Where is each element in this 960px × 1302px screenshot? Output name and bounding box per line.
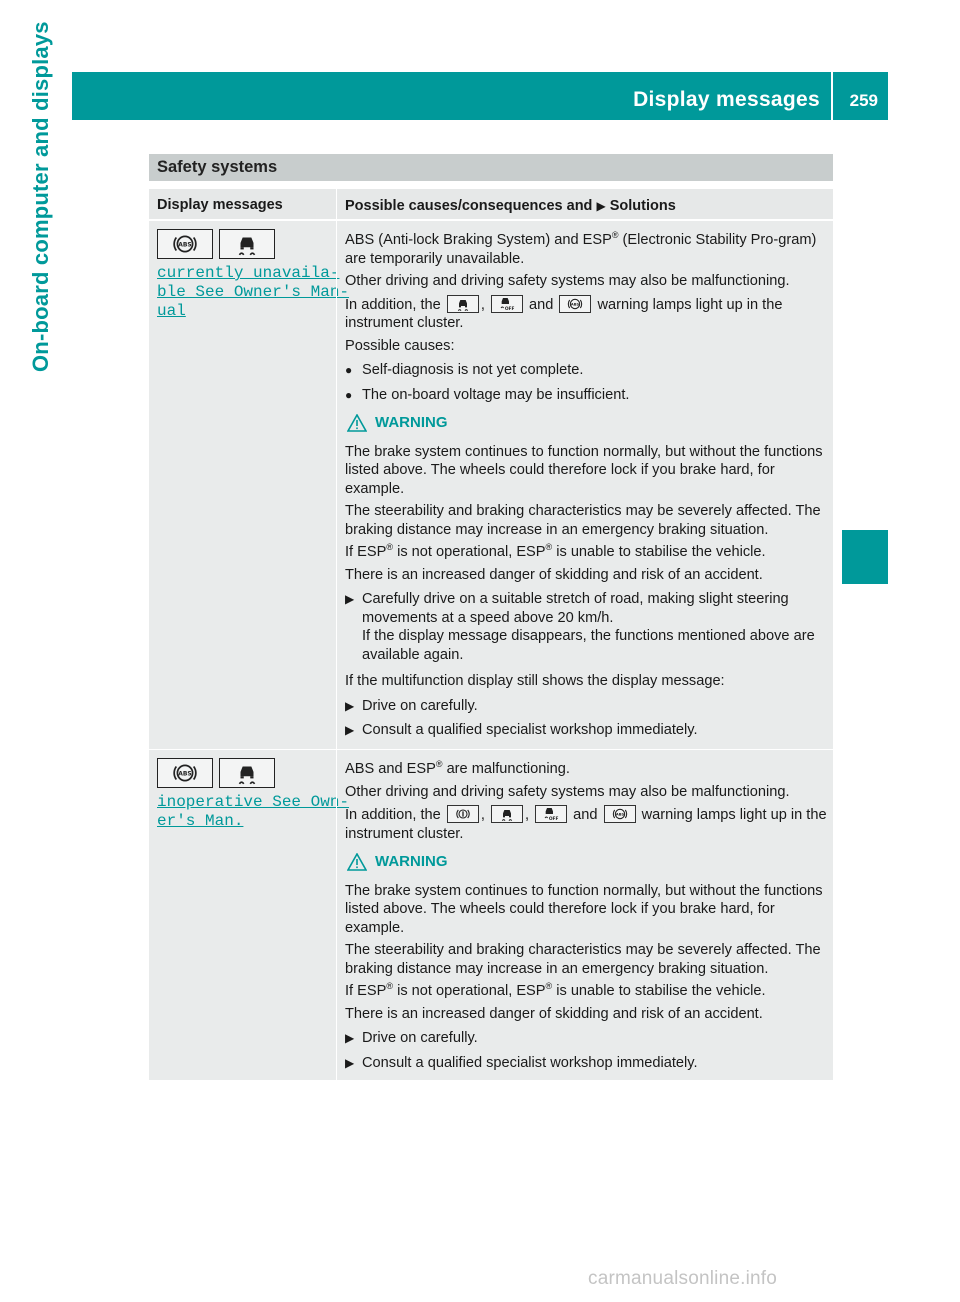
esp-off-icon: [535, 805, 567, 823]
registered-mark: ®: [545, 542, 553, 553]
table-row: [149, 220, 833, 749]
message-line: currently unavaila-: [157, 264, 340, 282]
esp-icon: [447, 295, 479, 313]
warning-triangle-icon: [347, 414, 367, 432]
text: warning lamps light up in the instrument cluster.: [345, 296, 783, 331]
text: If ESP: [345, 983, 387, 999]
comma: ,: [480, 807, 485, 823]
warning-label: WARNING: [375, 414, 448, 431]
comma: ,: [480, 296, 485, 313]
warning-triangle-icon: [347, 853, 367, 871]
text: and: [573, 807, 598, 823]
message-line: ble See Owner's Man-: [157, 283, 350, 301]
header-title: Display messages: [633, 88, 820, 111]
display-messages-table: [149, 189, 833, 1080]
paragraph: Other driving and driving safety systems may also be malfunctioning.: [345, 783, 790, 800]
text: and: [529, 296, 554, 313]
list-item: [345, 697, 827, 716]
comma: ,: [524, 807, 529, 823]
text: is unable to stabilise the vehicle.: [552, 983, 766, 999]
paragraph: [345, 760, 827, 779]
text: Self-diagnosis is not yet complete.: [362, 362, 584, 378]
text: ABS and ESP: [345, 761, 436, 777]
esp-icon: [491, 805, 523, 823]
text: is not operational, ESP: [393, 983, 546, 999]
registered-mark: ®: [386, 981, 394, 992]
abs-icon: [559, 295, 591, 313]
paragraph: The steerability and braking characteristics may be severely affected. The braking distance may increase in an emergency braking situation.: [345, 503, 821, 538]
text: is not operational, ESP: [393, 544, 546, 560]
paragraph: There is an increased danger of skidding and risk of an accident.: [345, 566, 763, 583]
section-title: Safety systems: [157, 158, 278, 176]
watermark: carmanualsonline.info: [588, 1268, 778, 1289]
esp-off-icon: [491, 295, 523, 313]
paragraph: There is an increased danger of skidding and risk of an accident.: [345, 1005, 763, 1022]
warning-heading: [347, 853, 827, 872]
text: If the display message disappears, the functions mentioned above are available again.: [362, 628, 815, 663]
registered-mark: ®: [545, 981, 553, 992]
paragraph: [345, 543, 827, 562]
causes-cell: [336, 221, 833, 749]
message-line: ual: [157, 302, 186, 320]
header-separator: [831, 72, 833, 120]
text: In addition, the: [345, 296, 441, 313]
message-cell: [149, 750, 350, 1080]
abs-icon: [604, 805, 636, 823]
side-tab: [842, 150, 888, 520]
table-header: [149, 189, 833, 220]
paragraph: The brake system continues to function normally, but without the functions listed above. The wheels could therefore lock if you brake hard, for example.: [345, 882, 823, 936]
esp-icon: [219, 758, 275, 788]
list-item: ● The on-board voltage may be insufficient.: [345, 386, 630, 403]
arrow-right-icon: ▶: [345, 1055, 355, 1070]
list-item: [345, 1029, 827, 1048]
col2-label-post: Solutions: [609, 198, 676, 214]
text: Consult a qualified specialist workshop immediately.: [362, 722, 698, 738]
side-tab-label: On-board computer and displays: [28, 21, 53, 372]
brake-icon: [447, 805, 479, 823]
text: warning lamps light up in the instrument cluster.: [345, 807, 827, 842]
arrow-right-icon: ▶: [596, 199, 606, 213]
paragraph: If the multifunction display still shows the display message:: [345, 673, 725, 689]
text: If ESP: [345, 544, 387, 560]
arrow-right-icon: ▶: [345, 592, 355, 606]
instruction: [362, 590, 827, 664]
text: In addition, the: [345, 807, 441, 823]
causes-cell: [336, 750, 833, 1080]
paragraph: [345, 805, 827, 843]
esp-icon: [219, 229, 275, 259]
table-row: [149, 749, 833, 1080]
registered-mark: ®: [386, 542, 394, 553]
arrow-right-icon: ▶: [345, 698, 355, 713]
col-causes-solutions: [336, 189, 833, 219]
paragraph: Possible causes:: [345, 337, 455, 354]
text: is unable to stabilise the vehicle.: [552, 544, 766, 560]
text: Drive on carefully.: [362, 1030, 478, 1046]
section-bar: [149, 154, 833, 181]
list-item: [345, 1054, 827, 1073]
list-item: [345, 590, 827, 664]
warning-label: WARNING: [375, 853, 448, 870]
text: ABS (Anti-lock Braking System) and ESP: [345, 232, 612, 248]
paragraph: Other driving and driving safety systems may also be malfunctioning.: [345, 273, 790, 289]
text: The on-board voltage may be insufficient.: [362, 386, 630, 403]
text: Consult a qualified specialist workshop immediately.: [362, 1054, 698, 1071]
list-item: [345, 721, 827, 740]
text: (Electronic Stability Pro-gram) are temporarily unavailable.: [345, 232, 817, 267]
abs-icon: [157, 229, 213, 259]
abs-icon: [157, 758, 213, 788]
page-number: 259: [849, 91, 878, 110]
message-cell: [149, 221, 350, 749]
side-tab-block: [842, 530, 888, 584]
col-display-messages: Display messages: [157, 197, 283, 213]
text: Drive on carefully.: [362, 697, 478, 714]
registered-mark: ®: [611, 230, 619, 241]
paragraph: [345, 295, 827, 333]
paragraph: [345, 982, 827, 1001]
registered-mark: ®: [435, 759, 443, 770]
message-line: er's Man.: [157, 812, 244, 830]
arrow-right-icon: ▶: [345, 723, 355, 737]
paragraph: The brake system continues to function normally, but without the functions listed above. The wheels could therefore lock if you brake hard, for example.: [345, 443, 823, 497]
paragraph: The steerability and braking characteristics may be severely affected. The braking distance may increase in an emergency braking situation.: [345, 942, 821, 977]
text: are malfunctioning.: [442, 761, 570, 777]
arrow-right-icon: ▶: [345, 1031, 355, 1045]
paragraph: [345, 231, 827, 268]
col2-label-pre: Possible causes/consequences and: [345, 198, 593, 214]
list-item: ● Self-diagnosis is not yet complete.: [345, 362, 584, 378]
message-line: inoperative See Own-: [157, 793, 350, 811]
warning-heading: [347, 414, 827, 433]
page-header: [72, 72, 888, 120]
text: Carefully drive on a suitable stretch of road, making slight steering movements at a speed above 20 km/h.: [362, 591, 789, 626]
